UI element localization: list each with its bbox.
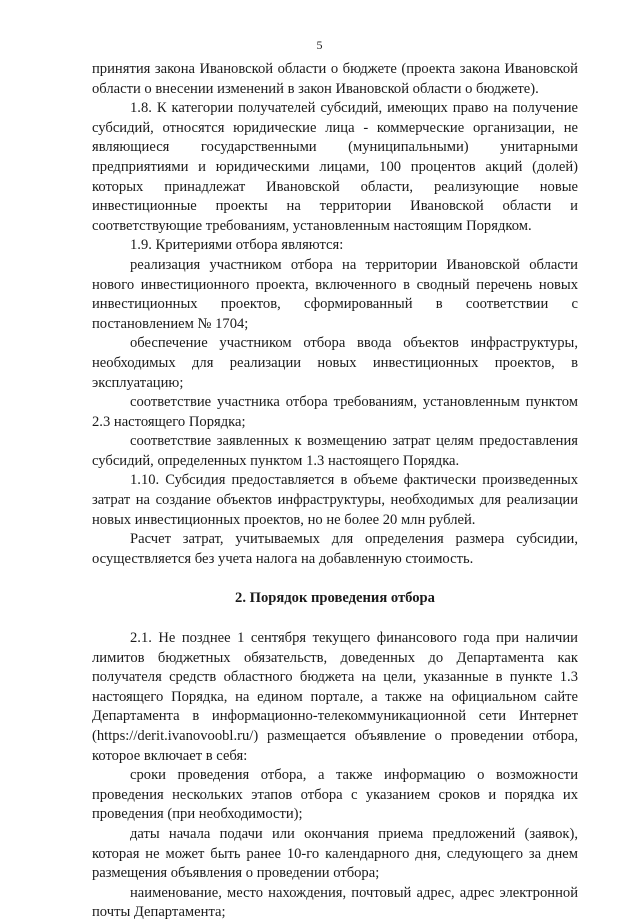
paragraph-1-9: 1.9. Критериями отбора являются: bbox=[130, 237, 344, 254]
announcement-item: даты начала подачи или окончания приема предложений (заявок), которая не может быть ранее 10-го календарного дня, следующего за днем размещения объявления о проведении отбора; bbox=[92, 825, 578, 882]
criterion-item: соответствие участника отбора требованиям, установленным пунктом 2.3 настоящего Порядка; bbox=[92, 394, 578, 430]
criterion-item: соответствие заявленных к возмещению затрат целям предоставления субсидий, определенных пунктом 1.3 настоящего Порядка. bbox=[92, 433, 578, 469]
section-heading: 2. Порядок проведения отбора bbox=[235, 590, 435, 607]
criterion-item: реализация участником отбора на территории Ивановской области нового инвестиционного проекта, включенного в сводный перечень новых инвестиционных проектов, сформированный в соответствии с постановлением № 1704; bbox=[92, 256, 578, 332]
paragraph-continuation: принятия закона Ивановской области о бюджете (проекта закона Ивановской области о внесении изменений в закон Ивановской области о бюджете). bbox=[92, 61, 578, 97]
paragraph-cost-calculation: Расчет затрат, учитываемых для определения размера субсидии, осуществляется без учета налога на добавленную стоимость. bbox=[92, 531, 578, 567]
announcement-item: наименование, место нахождения, почтовый адрес, адрес электронной почты Департамента; bbox=[92, 884, 578, 921]
paragraph-2-1: 2.1. Не позднее 1 сентября текущего финансового года при наличии лимитов бюджетных обязательств, доведенных до Департамента как получателя средств областного бюджета на цели, указанные в пункте 1.3 настоящего Порядка, на едином портале, а также на официальном сайте Департамента в информационно-телекоммуникационной сети Интернет (https://derit.ivanovoobl.ru/) размещается объявление о проведении отбора, которое включает в себя: bbox=[92, 630, 578, 764]
page-number: 5 bbox=[316, 38, 323, 52]
paragraph-1-8: 1.8. К категории получателей субсидий, имеющих право на получение субсидий, относятся юридические лица - коммерческие организации, не являющиеся государственными (муниципальными) унитарными предприятиями и юридическими лицами, 100 процентов акций (долей) которых принадлежат Ивановской области, реализующие новые инвестиционные проекты на территории Ивановской области и соответствующие требованиям, установленным настоящим Порядком. bbox=[92, 100, 578, 234]
document-body bbox=[92, 60, 578, 923]
paragraph-1-10: 1.10. Субсидия предоставляется в объеме фактически произведенных затрат на создание объектов инфраструктуры, необходимых для реализации новых инвестиционных проектов, но не более 20 млн рублей. bbox=[92, 472, 578, 528]
announcement-item: сроки проведения отбора, а также информацию о возможности проведения нескольких этапов отбора с указанием сроков и порядка их проведения (при необходимости); bbox=[92, 767, 578, 823]
criterion-item: обеспечение участником отбора ввода объектов инфраструктуры, необходимых для реализации новых инвестиционных проектов, в эксплуатацию; bbox=[92, 335, 578, 391]
